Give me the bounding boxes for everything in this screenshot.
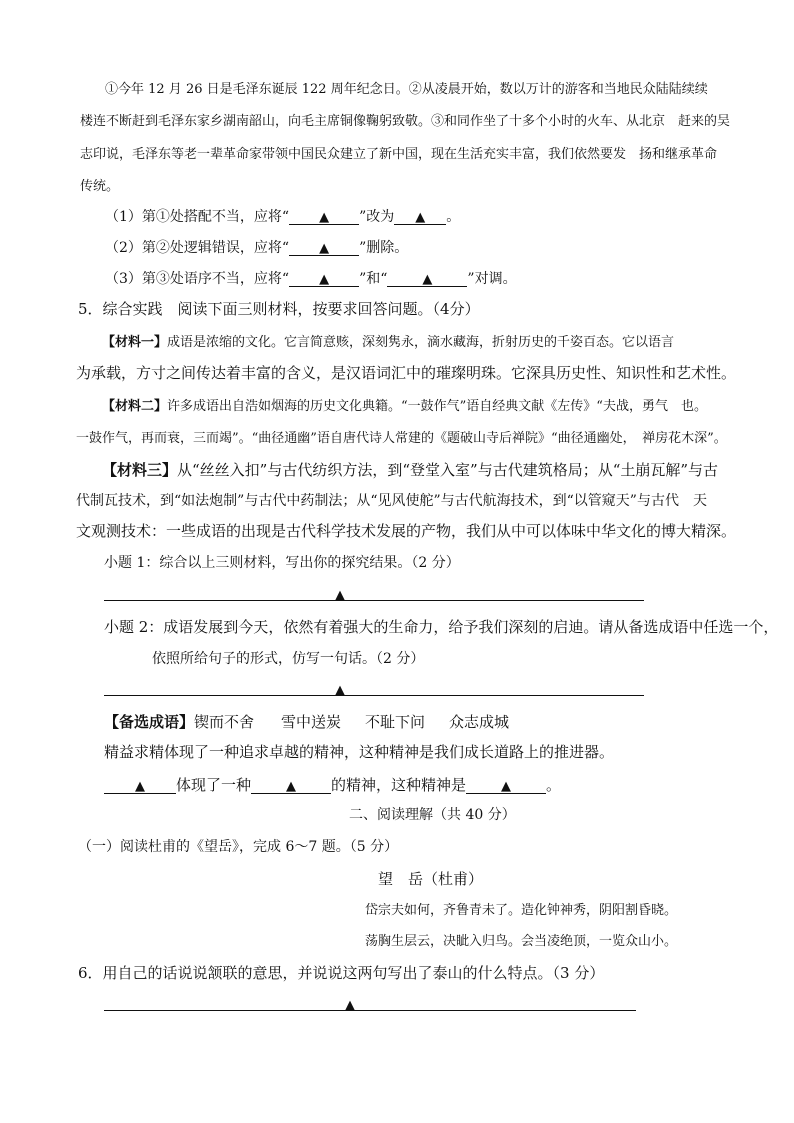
material-2-tag: 【材料二】 — [102, 399, 168, 414]
material-3-text-1: 从“丝丝入扣”与古代纺织方法，到“登堂入室”与古代建筑格局；从“土崩瓦解”与古 — [177, 461, 719, 479]
material-1-tag: 【材料一】 — [102, 335, 168, 350]
triangle-icon: ▲ — [345, 998, 355, 1013]
q4-paragraph-line-3: 志印说，毛泽东等老一辈革命家带领中国民众建立了新中国，现在生活充实丰富，我们依然要发 扬和继承革命 — [80, 147, 718, 162]
q4-item-2-blank[interactable] — [289, 241, 359, 256]
imitation-sentence — [104, 778, 561, 794]
part2-title: 二、阅读理解（共 40 分） — [349, 807, 516, 823]
material-1-line-2: 为承载，方寸之间传达着丰富的含义，是汉语词汇中的璀璨明珠。它深具历史性、知识性和艺术性。 — [76, 364, 737, 382]
triangle-icon: ▲ — [286, 779, 297, 794]
imitation-blank-1[interactable] — [104, 778, 176, 794]
material-1-text-1: 成语是浓缩的文化。它言简意赅，深刻隽永，滴水藏海，折射历史的千姿百态。它以语言 — [167, 335, 675, 350]
material-3-tag: 【材料三】 — [102, 461, 178, 479]
question-6: 6．用自己的话说说颔联的意思，并说说这两句写出了泰山的什么特点。（3 分） — [78, 964, 605, 982]
q4-item-1-blank-2[interactable] — [394, 210, 446, 225]
triangle-icon: ▲ — [501, 779, 512, 794]
idiom-option: 雪中送炭 — [281, 713, 342, 731]
q4-item-1 — [105, 210, 460, 225]
triangle-icon: ▲ — [319, 210, 330, 225]
q4-item-3-text-b: ”和“ — [359, 271, 388, 287]
q4-item-1-text-b: ”改为 — [359, 209, 395, 225]
idiom-option: 锲而不舍 — [194, 713, 255, 731]
idiom-option: 众志成城 — [449, 713, 510, 731]
q4-paragraph-line-1: ①今年 12 月 26 日是毛泽东诞辰 122 周年纪念日。②从凌晨开始，数以万计的游客和当地民众陆陆续续 — [105, 82, 708, 97]
q4-item-1-text-a: （1）第①处搭配不当，应将“ — [105, 209, 290, 225]
subquestion-2-line-1: 小题 2：成语发展到今天，依然有着强大的生命力，给予我们深刻的启迪。请从备选成语中任选一个， — [104, 618, 779, 636]
triangle-icon: ▲ — [135, 779, 145, 794]
imitation-text-b: 的精神，这种精神是 — [331, 776, 467, 794]
part2-subheading: （一）阅读杜甫的《望岳》，完成 6～7 题。（5 分） — [78, 839, 399, 855]
q4-item-2-text-a: （2）第②处逻辑错误，应将“ — [105, 240, 290, 256]
imitation-blank-3[interactable] — [466, 778, 546, 794]
q4-paragraph-line-2: 楼连不断赶到毛泽东家乡湖南韶山，向毛主席铜像鞠躬致敬。③和同作坐了十多个小时的火车、从北京 赶来的吴 — [80, 114, 731, 129]
q4-item-1-blank-1[interactable] — [289, 210, 359, 225]
material-2-line-2: 一鼓作气，再而衰，三而竭”。“曲径通幽”语自唐代诗人常建的《题破山寺后禅院》“曲径通幽处， 禅房花木深”。 — [76, 431, 727, 446]
triangle-icon: ▲ — [422, 272, 433, 287]
q4-item-3-blank-1[interactable] — [289, 272, 359, 287]
example-sentence: 精益求精体现了一种追求卓越的精神，这种精神是我们成长道路上的推进器。 — [104, 743, 615, 761]
q5-heading: 5．综合实践 阅读下面三则材料，按要求回答问题。（4分） — [78, 300, 480, 318]
q4-item-3-text-a: （3）第③处语序不当，应将“ — [105, 271, 290, 287]
q4-paragraph-line-4: 传统。 — [80, 179, 120, 194]
poem-line-1: 岱宗夫如何，齐鲁青未了。造化钟神秀，阴阳割昏晓。 — [365, 903, 678, 918]
triangle-icon: ▲ — [319, 241, 330, 256]
material-1-line-1 — [102, 336, 674, 349]
subquestion-2-line-2: 依照所给句子的形式，仿写一句话。（2 分） — [152, 651, 425, 667]
triangle-icon: ▲ — [335, 588, 345, 603]
idiom-option: 不耻下问 — [365, 713, 426, 731]
poem-title: 望 岳（杜甫） — [378, 870, 484, 888]
imitation-blank-2[interactable] — [251, 778, 331, 794]
imitation-text-c: 。 — [546, 776, 562, 794]
answer-line-sub1[interactable] — [104, 600, 644, 601]
material-3-line-2: 代制瓦技术，到“如法炮制”与古代中药制法；从“见风使舵”与古代航海技术，到“以管窥天”与古代 天 — [76, 493, 707, 509]
imitation-text-a: 体现了一种 — [176, 776, 252, 794]
idiom-options — [104, 715, 509, 730]
material-3-line-1 — [102, 463, 718, 478]
triangle-icon: ▲ — [415, 210, 426, 225]
q4-item-3-text-c: ”对调。 — [467, 271, 517, 287]
poem-line-2: 荡胸生层云，决眦入归鸟。会当凌绝顶，一览众山小。 — [365, 934, 678, 949]
q4-item-2 — [105, 241, 408, 256]
q4-item-2-text-b: ”删除。 — [359, 240, 409, 256]
idiom-options-tag: 【备选成语】 — [104, 713, 195, 731]
subquestion-1: 小题 1：综合以上三则材料，写出你的探究结果。（2 分） — [104, 555, 460, 571]
triangle-icon: ▲ — [319, 272, 330, 287]
triangle-icon: ▲ — [335, 683, 345, 698]
material-3-line-3: 文观测技术：一些成语的出现是古代科学技术发展的产物，我们从中可以体味中华文化的博大精深。 — [76, 522, 737, 540]
q4-item-3-blank-2[interactable] — [387, 272, 467, 287]
q4-item-3 — [105, 272, 517, 287]
answer-line-sub2[interactable] — [104, 695, 644, 696]
answer-line-q6[interactable] — [104, 1010, 636, 1011]
material-2-line-1 — [102, 400, 707, 413]
material-2-text-1: 许多成语出自浩如烟海的历史文化典籍。“一鼓作气”语自经典文献《左传》“夫战，勇气 也。 — [167, 399, 707, 414]
q4-item-1-text-c: 。 — [446, 209, 461, 225]
